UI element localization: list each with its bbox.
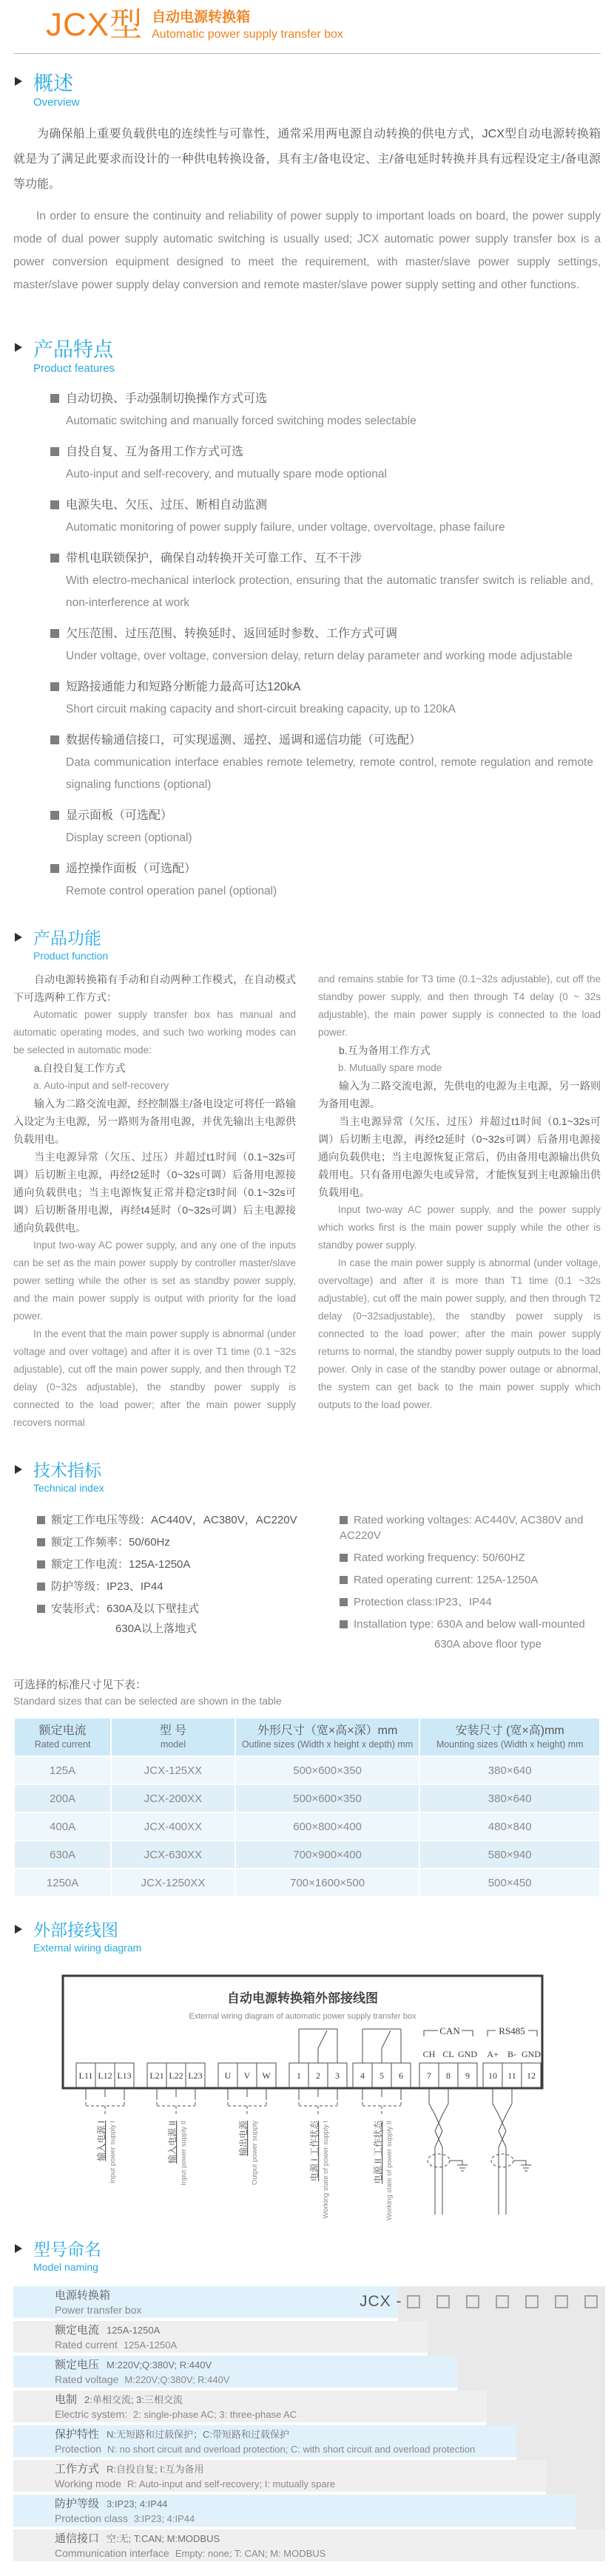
- model-row: 防护等级 3:IP23; 4:IP44 Protection class 3:IP23; 4:IP44: [13, 2495, 576, 2526]
- tech-left-column: [13, 1506, 298, 1652]
- feature-item: [50, 623, 601, 667]
- wiring-heading: [13, 1920, 601, 1955]
- section-title-cn: 产品功能: [33, 928, 101, 948]
- table-cell: 400A: [15, 1813, 110, 1840]
- tech-columns: [13, 1506, 601, 1652]
- tech-item: 防护等级：IP23、IP44: [37, 1579, 298, 1594]
- function-paragraph: 当主电源异常（欠压、过压）并超过t1时间（0.1~32s可调）后切断主电源，再经t2延时（0~32s可调）后备用电源接通向负载供电；当主电源恢复正常并稳定t3时间（0.1~32s可调）后切断备用电源，再经t4延时（0~32s可调）后主电源接通向负载供电。: [13, 1151, 296, 1234]
- code-strip: [576, 2286, 605, 2561]
- pin-label: A+: [487, 2049, 499, 2059]
- section-title-en: Model naming: [33, 2261, 98, 2273]
- function-paragraph: a.自投自复工作方式: [34, 1062, 126, 1074]
- square-bullet-icon: [340, 1576, 348, 1584]
- diagram-title-cn: 自动电源转换箱外部接线图: [227, 1991, 378, 2005]
- wiring-diagram: [55, 1967, 559, 2227]
- table-row: [15, 1813, 599, 1840]
- terminal-strip: [76, 2063, 541, 2088]
- tech-item-extra: 630A above floor type: [434, 1638, 542, 1651]
- code-box-icon: [496, 2295, 509, 2308]
- triangle-bullet-icon: [15, 933, 22, 942]
- group-bracket: [157, 2088, 195, 2116]
- table-cell: 200A: [15, 1785, 110, 1812]
- pin-label: CL: [442, 2049, 454, 2059]
- group-label-cn: 输入电源 II: [167, 2121, 178, 2164]
- svg-text:3: 3: [335, 2070, 340, 2081]
- section-title-cn: 产品特点: [33, 339, 113, 361]
- svg-text:1: 1: [297, 2070, 301, 2081]
- overview-paragraph-cn: 为确保船上重要负载供电的连续性与可靠性，通常采用两电源自动转换的供电方式，JCX型自动电源转换箱就是为了满足此要求而设计的一种供电转换设备，具有主/备电设定、主/备电延时转换并具有远程设定主/备电源等功能。: [13, 128, 601, 191]
- square-bullet-icon: [50, 447, 59, 456]
- section-title-en: Product features: [33, 362, 115, 375]
- function-paragraph: In case the main power supply is abnormal (under voltage, overvoltage) and after it is more than T1 time (0.1 ~32s adjustable), cut off the main power supply, and then through T2 delay (0~32sadjustable), the standby power supply is connected to the load power; after the main power supply returns to normal, the standby power supply outputs to the load power. Only in case of the standby power outage or abnormal, the system can get back to the main power supply which outputs to the load power.: [318, 1257, 601, 1410]
- feature-item: [50, 388, 601, 432]
- page-header: [13, 0, 601, 50]
- square-bullet-icon: [37, 1516, 45, 1524]
- function-section: [13, 928, 601, 1432]
- pin-label: GND: [522, 2049, 541, 2059]
- svg-text:4: 4: [360, 2070, 365, 2081]
- model-section: [13, 2239, 601, 2561]
- svg-text:L13: L13: [117, 2070, 132, 2081]
- square-bullet-icon: [37, 1560, 45, 1569]
- svg-text:9: 9: [465, 2070, 470, 2081]
- square-bullet-icon: [50, 735, 59, 744]
- table-cell: 1250A: [15, 1869, 110, 1896]
- triangle-bullet-icon: [15, 2244, 22, 2253]
- group-label-en: Input power supply II: [180, 2121, 188, 2186]
- shield-icon: [491, 2154, 513, 2167]
- code-box-icon: [584, 2295, 598, 2308]
- page-title-cn: 自动电源转换箱: [152, 10, 251, 25]
- tech-item: Installation type: 630A and below wall-mounted: [340, 1617, 601, 1632]
- function-paragraph: In the event that the main power supply is abnormal (under voltage and over voltage) and after it is over T1 time (0.1 ~32s adjustable), cut off the main power supply, and then through T2 delay (0~32s adjustable), the standby power supply is connected to the load power; after the main power supply recovers normal: [13, 1328, 296, 1428]
- model-row: 电制 2:单相交流; 3:三相交流 Electric system: 2: single-phase AC; 3: three-phase AC: [13, 2390, 487, 2422]
- svg-text:L12: L12: [98, 2070, 112, 2081]
- feature-cn: 显示面板（可选配）: [66, 809, 173, 822]
- square-bullet-icon: [50, 394, 59, 403]
- function-paragraph: 输入为二路交流电源，经控制器主/备电设定可将任一路输入设定为主电源，另一路则为备用电源，并优先输出主电源供负载用电。: [13, 1098, 296, 1145]
- square-bullet-icon: [340, 1598, 348, 1606]
- group-label-en: Working state of power supply I: [322, 2121, 330, 2219]
- function-paragraph: and remains stable for T3 time (0.1~32s adjustable), cut off the standby power supply, and then through T4 delay (0 ~ 32s adjustable), the main power supply is connected to the load power.: [318, 973, 601, 1038]
- table-cell: 630A: [15, 1841, 110, 1868]
- table-row: [15, 1869, 599, 1896]
- code-box-icon: [555, 2295, 568, 2308]
- model-row: 通信接口 空:无; T:CAN; M:MODBUS Communication interface Empty: none; T: CAN; M: MODBUS: [13, 2529, 605, 2561]
- feature-cn: 欠压范围、过压范围、转换延时、返回延时参数、工作方式可调: [66, 628, 398, 640]
- feature-cn: 自投自复、互为备用工作方式可选: [66, 446, 244, 458]
- table-row: [15, 1785, 599, 1812]
- shield-icon: [428, 2154, 450, 2167]
- svg-text:L11: L11: [78, 2070, 93, 2081]
- section-title-cn: 外部接线图: [33, 1920, 118, 1940]
- feature-en: Remote control operation panel (optional): [66, 885, 277, 897]
- feature-cn: 自动切换、手动强制切换操作方式可选: [66, 392, 268, 405]
- triangle-bullet-icon: [15, 77, 22, 86]
- section-title-en: Technical index: [33, 1482, 104, 1494]
- square-bullet-icon: [340, 1554, 348, 1562]
- group-bracket: [86, 2088, 124, 2116]
- tech-item-extra: 630A以上落地式: [115, 1622, 198, 1635]
- page-title-en: Automatic power supply transfer box: [152, 28, 343, 41]
- group-bracket: [299, 2088, 337, 2116]
- svg-text:7: 7: [427, 2070, 431, 2081]
- code-box-icon: [525, 2295, 539, 2308]
- table-cell: 500×600×350: [236, 1785, 419, 1812]
- table-cell: 700×900×400: [236, 1841, 419, 1868]
- square-bullet-icon: [50, 629, 59, 638]
- tech-item: 额定工作电流：125A-1250A: [37, 1557, 298, 1572]
- table-row: [15, 1841, 599, 1868]
- overview-paragraph-en: In order to ensure the continuity and reliability of power supply to important loads on board, the power supply mode of dual power supply automatic switching is usually used; JCX automatic power supply transfer box is a power conversion equipment designed to meet the requirement, with master/slave power supply settings, master/slave power supply delay conversion and remote master/slave power supply setting and other functions.: [13, 210, 601, 291]
- function-left-column: [13, 971, 296, 1432]
- svg-text:12: 12: [527, 2070, 536, 2081]
- rs485-label: RS485: [499, 2025, 525, 2036]
- table-cell: 380×640: [420, 1785, 599, 1812]
- code-strip: [546, 2286, 576, 2526]
- changeover-contact-icon: [362, 2029, 401, 2063]
- feature-en: With electro-mechanical interlock protection, ensuring that the automatic transfer switch is reliable and, non-interference at work: [66, 574, 593, 609]
- square-bullet-icon: [50, 682, 59, 691]
- feature-cn: 电源失电、欠压、过压、断相自动监测: [66, 499, 268, 512]
- feature-en: Auto-input and self-recovery, and mutually spare mode optional: [66, 468, 387, 480]
- svg-text:5: 5: [379, 2070, 384, 2081]
- table-cell: JCX-400XX: [112, 1813, 235, 1840]
- table-cell: 600×800×400: [236, 1813, 419, 1840]
- features-list: [50, 388, 601, 903]
- function-paragraph: Input two-way AC power supply, and the power supply which works first is the main power supply while the other is standby power supply.: [318, 1204, 601, 1251]
- feature-cn: 遥控操作面板（可选配）: [66, 863, 197, 875]
- can-label: CAN: [439, 2025, 460, 2036]
- tech-item: Rated working frequency: 50/60HZ: [340, 1550, 601, 1566]
- twisted-pair-cable: [428, 2088, 468, 2215]
- section-title-en: Overview: [33, 96, 80, 109]
- model-row: 电源转换箱 Power transfer box: [13, 2286, 398, 2318]
- tech-item: 安装形式：630A及以下壁挂式: [37, 1601, 298, 1617]
- table-cell: JCX-1250XX: [112, 1869, 235, 1896]
- table-cell: JCX-630XX: [112, 1841, 235, 1868]
- table-cell: 500×600×350: [236, 1757, 419, 1784]
- overview-heading: [13, 72, 601, 110]
- overview-section: [13, 72, 601, 296]
- sizes-note-cn: 可选择的标准尺寸见下表：: [13, 1679, 147, 1691]
- tech-section: [13, 1460, 601, 1652]
- svg-text:V: V: [243, 2070, 251, 2081]
- square-bullet-icon: [37, 1583, 45, 1591]
- triangle-bullet-icon: [15, 1925, 22, 1934]
- feature-en: Automatic monitoring of power supply failure, under voltage, overvoltage, phase failure: [66, 521, 505, 534]
- function-columns: [13, 971, 601, 1432]
- table-cell: 500×450: [420, 1869, 599, 1896]
- feature-cn: 短路接通能力和短路分断能力最高可达120kA: [66, 681, 301, 693]
- function-paragraph: 自动电源转换箱有手动和自动两种工作模式，在自动模式下可选两种工作方式：: [13, 973, 296, 1003]
- model-row: 额定电压 M:220V;Q:380V; R:440V Rated voltage M:220V;Q:380V; R:440V: [13, 2356, 457, 2388]
- function-paragraph: Automatic power supply transfer box has manual and automatic operating modes, and such two working modes can be selected in automatic mode:: [13, 1009, 296, 1056]
- table-cell: JCX-125XX: [112, 1757, 235, 1784]
- group-label-en: Output power supply: [251, 2121, 259, 2186]
- model-prefix: JCX -: [360, 2293, 402, 2310]
- square-bullet-icon: [37, 1605, 45, 1613]
- model-row: 额定电流 125A-1250A Rated current 125A-1250A: [13, 2321, 428, 2353]
- feature-cn: 带机电联锁保护，确保自动转换开关可靠工作、互不干涉: [66, 552, 362, 565]
- triangle-bullet-icon: [15, 343, 22, 352]
- sizes-table: [13, 1717, 601, 1897]
- model-row: 工作方式 R:自投自复; I:互为备用 Working mode R: Auto-input and self-recovery; I: mutually spare: [13, 2460, 546, 2492]
- svg-text:11: 11: [507, 2070, 516, 2081]
- table-cell: 380×640: [420, 1757, 599, 1784]
- svg-text:L22: L22: [169, 2070, 183, 2081]
- group-label-cn: 电源 I 工作状态: [309, 2121, 320, 2182]
- features-heading: [13, 338, 601, 376]
- changeover-contact-icon: [299, 2029, 337, 2063]
- header-divider: [13, 53, 601, 54]
- table-header-cell: 额定电流 Rated current: [15, 1719, 110, 1756]
- tech-item: 额定工作频率：50/60Hz: [37, 1535, 298, 1550]
- table-header-row: [15, 1719, 599, 1756]
- group-label-cn: 输入电源 I: [96, 2121, 107, 2161]
- svg-text:2: 2: [316, 2070, 320, 2081]
- square-bullet-icon: [37, 1538, 45, 1546]
- tech-item: 额定工作电压等级：AC440V，AC380V，AC220V: [37, 1512, 298, 1528]
- square-bullet-icon: [50, 864, 59, 873]
- sizes-note-en: Standard sizes that can be selected are shown in the table: [13, 1695, 282, 1707]
- title-stack: [152, 7, 343, 42]
- feature-en: Under voltage, over voltage, conversion delay, return delay parameter and working mode adjustable: [66, 650, 573, 662]
- table-header-cell: 型 号 model: [112, 1719, 235, 1756]
- function-paragraph: 输入为二路交流电源，先供电的电源为主电源，另一路则为备用电源。: [318, 1080, 601, 1109]
- code-box-icon: [436, 2295, 450, 2308]
- tech-item: Protection class:IP23、IP44: [340, 1594, 601, 1610]
- model-heading: [13, 2239, 601, 2274]
- feature-item: [50, 676, 601, 721]
- svg-text:8: 8: [446, 2070, 451, 2081]
- table-header-cell: 外形尺寸（宽×高×深）mm Outline sizes (Width x height x depth) mm: [236, 1719, 419, 1756]
- tech-item: Rated working voltages: AC440V, AC380V and AC220V: [340, 1514, 584, 1542]
- function-paragraph: 当主电源异常（欠压、过压）并超过t1时间（0.1~32s可调）后切断主电源，再经t2延时（0~32s可调）后备用电源接通向负载供电；当主电源恢复正常后，仍由备用电源输出供负载用电。只有备用电源失电或异常，才能恢复到主电源输出供负载用电。: [318, 1115, 601, 1198]
- square-bullet-icon: [50, 500, 59, 509]
- model-naming-diagram: [13, 2286, 605, 2561]
- function-paragraph: b.互为备用工作方式: [339, 1044, 431, 1056]
- model-row: 保护特性 N:无短路和过载保护；C:带短路和过载保护 Protection N: no short circuit and overload protection; C: with short circuit and overload protection: [13, 2425, 516, 2457]
- feature-item: [50, 805, 601, 849]
- table-row: [15, 1757, 599, 1784]
- group-bracket: [228, 2088, 266, 2116]
- function-right-column: [318, 971, 601, 1432]
- code-box-icon: [466, 2295, 479, 2308]
- group-label-cn: 输出电源: [238, 2121, 249, 2157]
- feature-en: Automatic switching and manually forced switching modes selectable: [66, 415, 416, 427]
- feature-cn: 数据传输通信接口，可实现遥测、遥控、遥调和遥信功能（可选配）: [66, 734, 422, 747]
- square-bullet-icon: [340, 1620, 348, 1628]
- group-label-cn: 电源 II 工作状态: [373, 2121, 383, 2184]
- tech-heading: [13, 1460, 601, 1495]
- pin-label: GND: [458, 2049, 477, 2059]
- function-paragraph: a. Auto-input and self-recovery: [33, 1080, 169, 1091]
- svg-text:L21: L21: [149, 2070, 164, 2081]
- section-title-en: Product function: [33, 950, 109, 962]
- features-section: [13, 338, 601, 903]
- feature-en: Display screen (optional): [66, 832, 192, 844]
- table-cell: 480×840: [420, 1813, 599, 1840]
- ground-icon: [521, 2165, 531, 2171]
- table-cell: 700×1600×500: [236, 1869, 419, 1896]
- svg-text:6: 6: [399, 2070, 403, 2081]
- brand-model: JCX型: [46, 7, 144, 43]
- feature-en: Short circuit making capacity and short-circuit breaking capacity, up to 120kA: [66, 703, 456, 716]
- table-cell: 125A: [15, 1757, 110, 1784]
- table-header-cell: 安装尺寸 (宽×高)mm Mounting sizes (Width x height) mm: [420, 1719, 599, 1756]
- feature-item: [50, 858, 601, 903]
- pin-label: B-: [507, 2049, 516, 2059]
- section-title-en: External wiring diagram: [33, 1942, 142, 1954]
- tech-item: Rated operating current: 125A-1250A: [340, 1572, 601, 1588]
- section-title-cn: 概述: [33, 72, 73, 95]
- triangle-bullet-icon: [15, 1465, 22, 1474]
- section-title-cn: 技术指标: [33, 1461, 101, 1480]
- tech-right-column: [316, 1506, 601, 1652]
- feature-en: Data communication interface enables remote telemetry, remote control, remote regulation and remote signaling functions (optional): [66, 756, 593, 791]
- function-heading: [13, 928, 601, 963]
- group-bracket: [362, 2088, 401, 2116]
- group-label-en: Input power supply I: [109, 2121, 117, 2184]
- table-cell: 580×940: [420, 1841, 599, 1868]
- sizes-note: [13, 1677, 601, 1708]
- square-bullet-icon: [50, 811, 59, 820]
- feature-item: [50, 730, 601, 796]
- group-label-en: Working state of power supply II: [385, 2121, 394, 2220]
- svg-text:10: 10: [488, 2070, 497, 2081]
- square-bullet-icon: [340, 1516, 348, 1524]
- function-paragraph: b. Mutually spare mode: [338, 1062, 442, 1073]
- section-title-cn: 型号命名: [33, 2240, 101, 2259]
- svg-text:L23: L23: [188, 2070, 203, 2081]
- table-cell: JCX-200XX: [112, 1785, 235, 1812]
- diagram-title-en: External wiring diagram of automatic power supply transfer box: [189, 2012, 416, 2021]
- ground-icon: [457, 2165, 468, 2171]
- function-paragraph: Input two-way AC power supply, and any one of the inputs can be set as the main power supply by controller master/slave power setting while the other is set as standby power supply, and the main power supply is output with priority for the load power.: [13, 1240, 296, 1322]
- feature-item: [50, 441, 601, 486]
- square-bullet-icon: [50, 554, 59, 563]
- code-box-icon: [407, 2295, 420, 2308]
- wiring-section: [13, 1920, 601, 2227]
- pin-label: CH: [422, 2049, 436, 2059]
- feature-item: [50, 495, 601, 539]
- svg-text:U: U: [224, 2070, 232, 2081]
- svg-text:W: W: [262, 2070, 271, 2081]
- twisted-pair-cable: [491, 2088, 531, 2215]
- feature-item: [50, 548, 601, 614]
